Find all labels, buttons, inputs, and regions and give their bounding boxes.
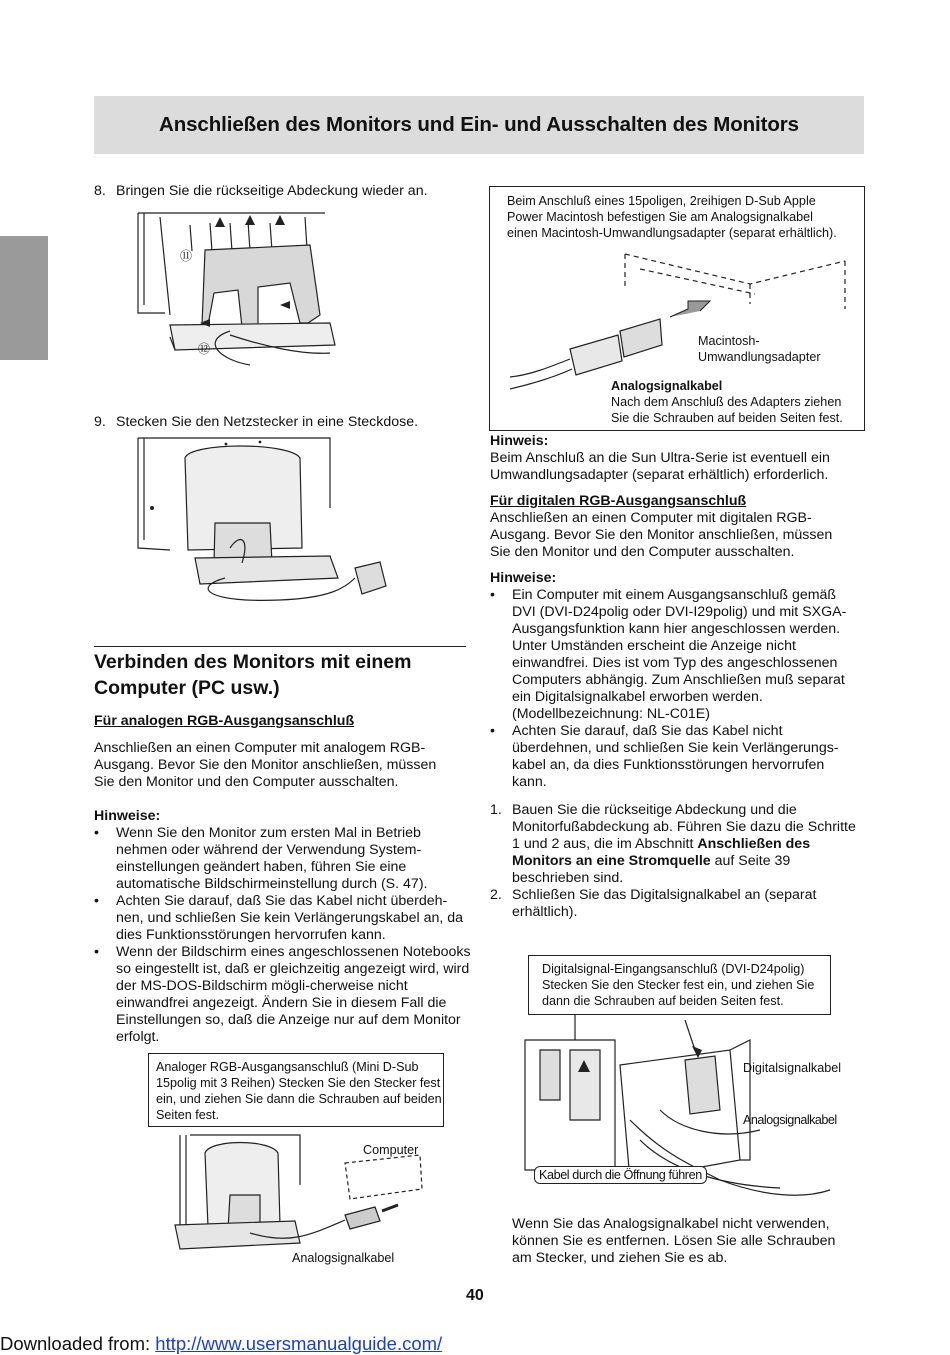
digital-note-text: Ein Computer mit einem Ausgangsanschluß gemäß DVI (DVI-D24polig oder DVI-I29polig) und mit SXGA-Ausgangsfunktion kann hier angeschlossen werden. Unter Umständen erscheint die Anzeige nicht einwandfrei. Dies ist vom Typ des angeschlossenen Computers abhängig. Zum Anschließen muß separat ein Digitalsignalkabel erworben werden. (Modellbezeichnung: NL-C01E) [512,587,847,722]
mac-cable-note-line-2: Sie die Schrauben auf beiden Seiten fest. [611,411,843,425]
digital-step-1 [490,802,858,887]
analog-note [94,825,472,893]
digital-callout-text: Digitalsignal-Eingangsanschluß (DVI-D24polig) Stecken Sie den Stecker fest ein, und ziehen Sie dann die Schrauben auf beiden Seiten fest. [542,962,815,1008]
step-number: 1. [490,802,502,818]
section-heading [94,649,474,701]
section-heading-line-1: Verbinden des Monitors mit einem [94,651,412,673]
digital-note [490,587,862,723]
section-heading-line-2: Computer (PC usw.) [94,677,280,699]
analog-callout-text: Analoger RGB-Ausgangsanschluß (Mini D-Sub 15polig mit 3 Reihen) Stecken Sie den Stecker fest ein, und ziehen Sie dann die Schrauben auf beiden Seiten fest. [156,1060,442,1122]
footer [0,1333,442,1355]
digital-note [490,723,862,791]
digital-note-text: Achten Sie darauf, daß Sie das Kabel nicht überdehnen, und schließen Sie kein Verlängerungs-kabel an, da dies Funktionsstörungen hervorrufen kann. [512,723,839,790]
analog-cable-label: Analogsignalkabel [292,1251,395,1265]
callout-11: ⑪ [180,249,193,263]
page-number: 40 [466,1287,484,1304]
analog-heading: Für analogen RGB-Ausgangsanschluß [94,713,355,729]
mac-cable-label: Analogsignalkabel [611,379,723,393]
step1-text-bold: Anschließen des Monitors an eine Stromquelle [512,836,811,869]
chapter-side-tab [0,236,48,360]
mac-cable-note-line-1: Nach dem Anschluß des Adapters ziehen [611,395,842,409]
power-plug-illustration [130,428,390,608]
bullet: • [490,587,495,603]
mac-cable-label-block [611,378,843,426]
digital-step-2 [490,887,858,921]
step-number: 8. [94,183,106,199]
sun-note-heading: Hinweis: [490,433,549,449]
digital-text: Anschließen an einen Computer mit digitalen RGB-Ausgang. Bevor Sie den Monitor anschließen, müssen Sie den Monitor und den Computer ausschalten. [490,510,833,560]
step-text: Stecken Sie den Netzstecker in eine Steckdose. [116,414,419,430]
closing-text: Wenn Sie das Analogsignalkabel nicht verwenden, können Sie es entfernen. Lösen Sie alle Schrauben am Stecker, und ziehen Sie es ab. [512,1216,836,1266]
section-rule [94,646,466,647]
computer-label: Computer [363,1143,419,1157]
step1-text-a: Bauen Sie die rückseitige Abdeckung und die Monitorfußabdeckung ab. Führen Sie dazu die Schritte 1 und 2 aus, die im Abschnitt [512,802,856,852]
step-text: Bringen Sie die rückseitige Abdeckung wieder an. [116,183,428,199]
page-title: Anschließen des Monitors und Ein- und Ausschalten des Monitors [159,113,799,136]
step2-text: Schließen Sie das Digitalsignalkabel an (separat erhältlich). [512,887,817,920]
digital-heading: Für digitalen RGB-Ausgangsanschluß [490,493,747,509]
mac-adapter-illustration [510,249,850,399]
bullet: • [94,893,99,909]
step1-text-b: auf Seite 39 beschrieben sind. [512,853,791,886]
cable-opening-label: Kabel durch die Öffnung führen [534,1166,707,1184]
bullet: • [94,825,99,841]
bullet: • [94,944,99,960]
digital-callout-box [528,955,831,1015]
sun-note-text: Beim Anschluß an die Sun Ultra-Serie ist eventuell ein Umwandlungsadapter (separat erhältlich) erforderlich. [490,450,830,483]
analog-notes-list [94,825,472,1046]
analog-note [94,944,472,1046]
digital-steps [490,802,858,921]
rear-cover-illustration [130,205,340,370]
footer-prefix: Downloaded from: [0,1333,156,1354]
mac-adapter-box [489,186,865,431]
analog-note-text: Wenn Sie den Monitor zum ersten Mal in Betrieb nehmen oder während der Verwendung System-einstellungen geändert haben, führen Sie eine automatische Bildschirmeinstellung durch (S. 47). [116,825,428,892]
mac-adapter-label-line-2: Umwandlungsadapter [698,350,821,364]
analog-note [94,893,472,944]
digital-notes-heading: Hinweise: [490,570,557,586]
title-bar [94,96,864,154]
callout-12: ⑫ [198,342,211,356]
step-number: 2. [490,887,502,903]
footer-link[interactable]: http://www.usersmanualguide.com/ [155,1333,443,1354]
mac-caption: Beim Anschluß eines 15poligen, 2reihigen D-Sub Apple Power Macintosh befestigen Sie am Analogsignalkabel einen Macintosh-Umwandlungsadapter (separat erhältlich). [507,194,837,240]
mac-adapter-label [698,333,821,365]
digital-cable-label: Digitalsignalkabel [743,1061,842,1075]
analog-note-text: Achten Sie darauf, daß Sie das Kabel nicht überdeh-nen, und schließen Sie kein Verlängerungskabel an, da dies Funktionsstörungen hervorrufen kann. [116,893,464,943]
analog-notes-heading: Hinweise: [94,808,161,824]
analog-cable-label-right: Analogsignalkabel [743,1113,837,1127]
analog-note-text: Wenn der Bildschirm eines angeschlossenen Notebooks so eingestellt ist, daß er gleichzeitig angezeigt wird, wird der MS-DOS-Bildschirm mögli-cherweise nicht einwandfrei angezeigt. Ändern Sie in diesem Fall die Einstellungen so, daß die Anzeige nur auf dem Monitor erfolgt. [116,944,471,1045]
bullet: • [490,723,495,739]
digital-notes-list [490,587,862,791]
mac-adapter-label-line-1: Macintosh- [698,334,760,348]
analog-callout-box [148,1053,444,1127]
step-number: 9. [94,414,106,430]
step-8 [94,183,496,200]
analog-text: Anschließen an einen Computer mit analogem RGB-Ausgang. Bevor Sie den Monitor anschließen, müssen Sie den Monitor und den Computer ausschalten. [94,740,437,790]
